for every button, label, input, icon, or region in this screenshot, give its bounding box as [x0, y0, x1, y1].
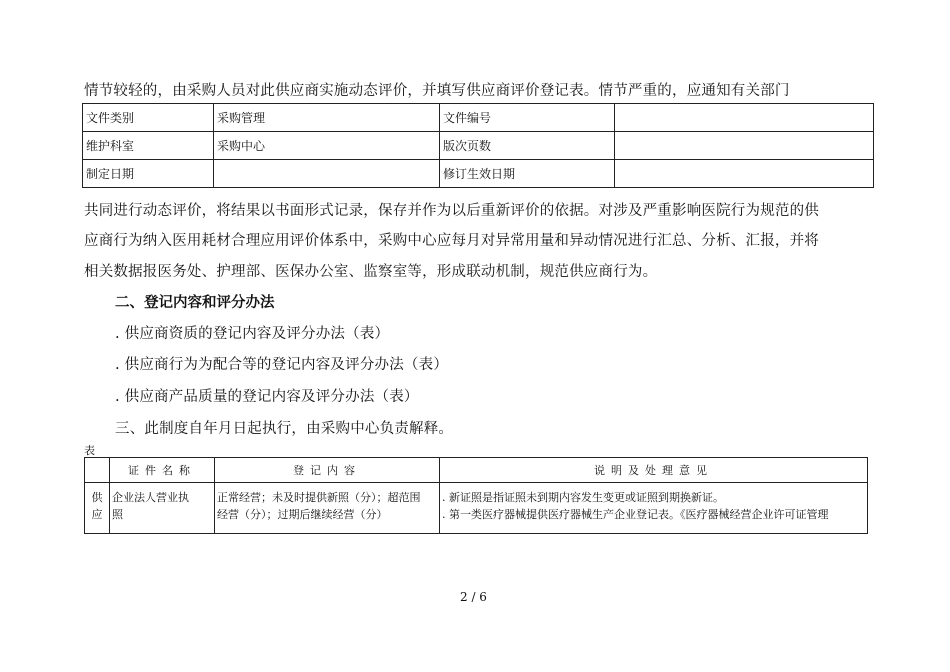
column-header: 说明及处理意见 — [440, 458, 868, 483]
list-item: . 供应商行为为配合等的登记内容及评分办法（表） — [115, 357, 449, 373]
meta-row — [83, 160, 874, 188]
meta-cell: 采购中心 — [214, 132, 440, 160]
meta-row — [83, 132, 874, 160]
list-item: . 供应商产品质量的登记内容及评分办法（表） — [115, 389, 419, 405]
paragraph-line: 相关数据报医务处、护理部、医保办公室、监察室等，形成联动机制，规范供应商行为。 — [84, 264, 658, 280]
meta-cell: 文件类别 — [83, 104, 214, 132]
document-meta-table — [82, 103, 874, 188]
column-header: 证件名称 — [110, 458, 215, 483]
meta-cell — [615, 132, 874, 160]
meta-cell: 制定日期 — [83, 160, 214, 188]
meta-cell — [214, 160, 440, 188]
table-row — [85, 483, 868, 534]
list-item: . 供应商资质的登记内容及评分办法（表） — [115, 326, 390, 342]
meta-cell: 版次页数 — [440, 132, 615, 160]
meta-cell: 采购管理 — [214, 104, 440, 132]
table-header-row — [85, 458, 868, 483]
paragraph-line: 共同进行动态评价，将结果以书面形式记录，保存并作为以后重新评价的依据。对涉及严重影响医院行为规范的供 — [84, 203, 819, 219]
table-cell — [85, 483, 110, 534]
paragraph-top-line: 情节较轻的，由采购人员对此供应商实施动态评价，并填写供应商评价登记表。情节严重的，应通知有关部门 — [84, 83, 790, 99]
registration-table — [84, 457, 868, 534]
cell-line: . 新证照是指证照未到期内容发生变更或证照到期换新证。 — [442, 491, 724, 504]
cell-line: 经营（分）；过期后继续经营（分） — [217, 508, 388, 521]
cell-line: . 第一类医疗器械提供医疗器械生产企业登记表。《医疗器械经营企业许可证管理 — [442, 508, 829, 521]
cell-line: 应 — [91, 508, 103, 521]
meta-cell — [615, 104, 874, 132]
table-label: 表 — [84, 444, 95, 457]
cell-line: 照 — [112, 508, 123, 521]
column-header: 登记内容 — [215, 458, 440, 483]
meta-row — [83, 104, 874, 132]
paragraph-line: 应商行为纳入医用耗材合理应用评价体系中，采购中心应每月对异常用量和异动情况进行汇总、分析、汇报，并将 — [84, 233, 819, 249]
meta-cell: 修订生效日期 — [440, 160, 615, 188]
page-number: 2 / 6 — [460, 590, 487, 604]
cell-line: 供 — [91, 491, 103, 504]
meta-cell: 维护科室 — [83, 132, 214, 160]
section-heading: 二、登记内容和评分办法 — [115, 295, 275, 311]
column-header — [85, 458, 110, 483]
meta-cell — [615, 160, 874, 188]
meta-cell: 文件编号 — [440, 104, 615, 132]
cell-line: 企业法人营业执 — [112, 491, 189, 504]
table-cell — [110, 483, 215, 534]
cell-line: 正常经营；未及时提供新照（分）；超范围 — [217, 491, 421, 504]
section-3-text: 三、此制度自年月日起执行，由采购中心负责解释。 — [115, 421, 454, 437]
table-cell — [440, 483, 868, 534]
table-cell — [215, 483, 440, 534]
